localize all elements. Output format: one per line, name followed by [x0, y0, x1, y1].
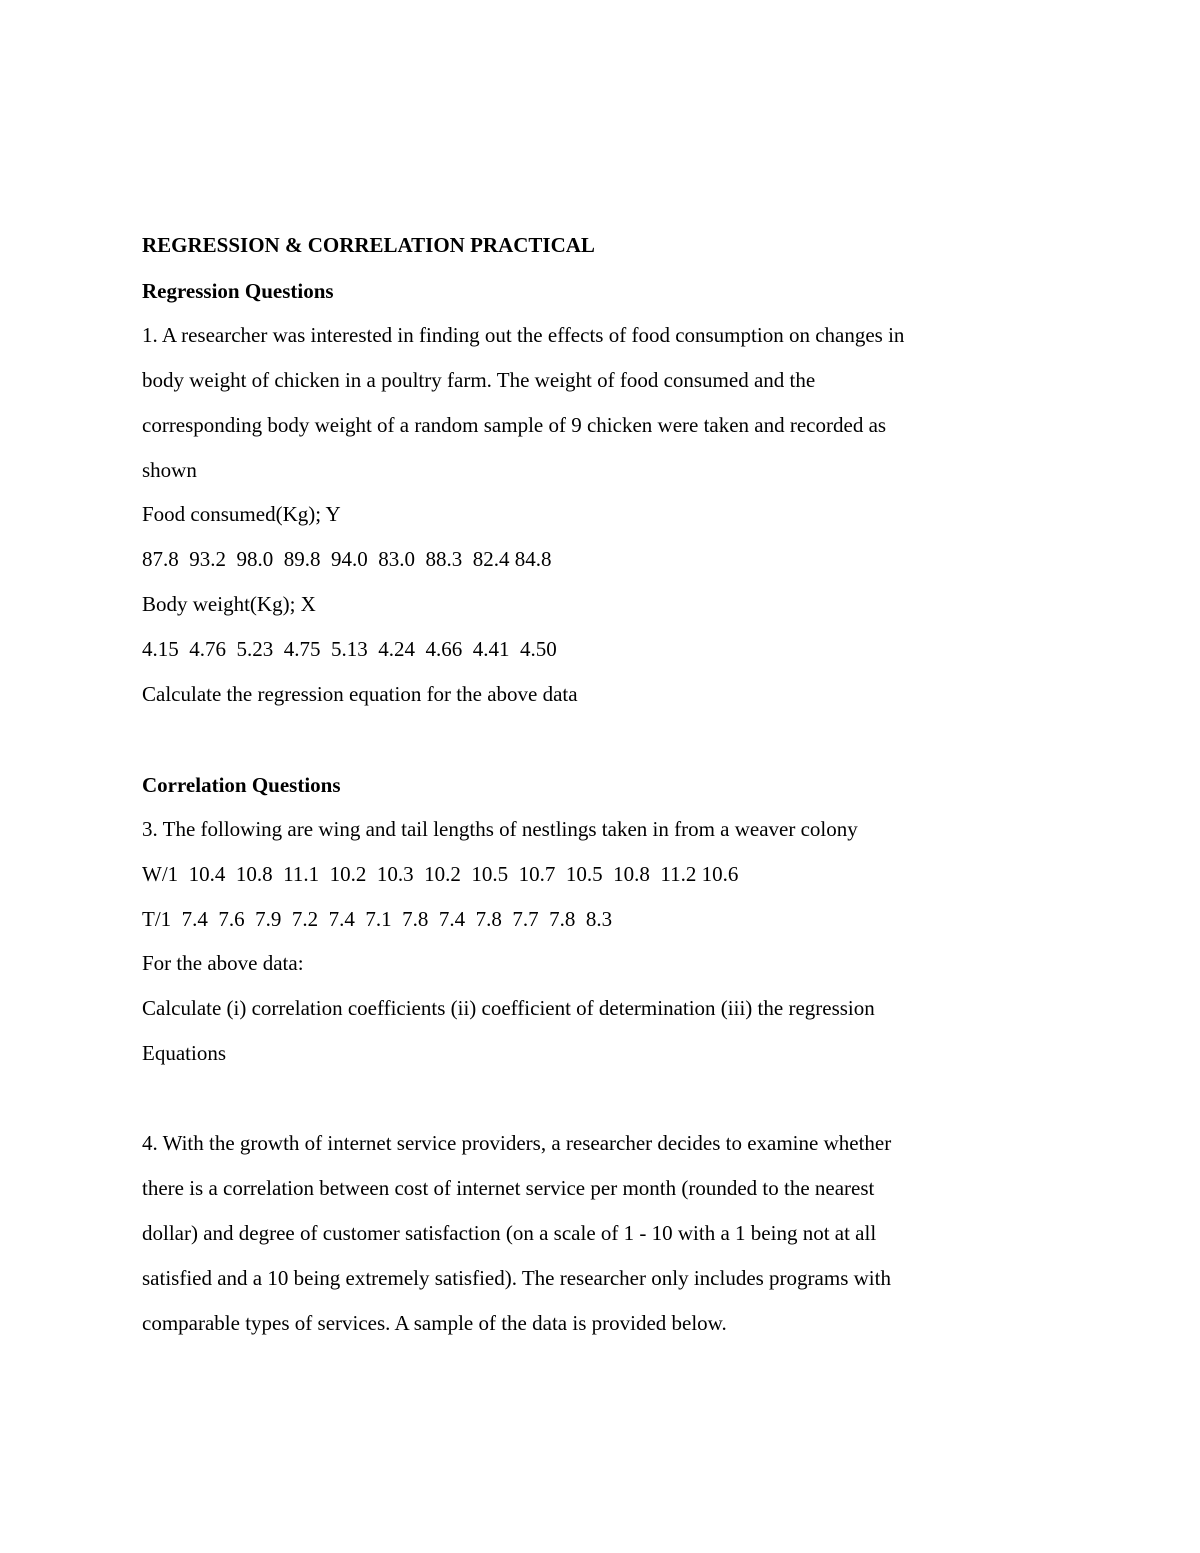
food-consumed-label: Food consumed(Kg); Y	[142, 502, 341, 526]
body-weight-label: Body weight(Kg); X	[142, 592, 316, 616]
q1-line-3: corresponding body weight of a random sample of 9 chicken were taken and recorded as	[142, 413, 887, 437]
correlation-heading: Correlation Questions	[142, 773, 341, 797]
q4-line-5: comparable types of services. A sample of the data is provided below.	[142, 1311, 727, 1335]
q3-intro: 3. The following are wing and tail lengths of nestlings taken in from a weaver colony	[142, 817, 858, 841]
tail-length-row: T/1 7.4 7.6 7.9 7.2 7.4 7.1 7.8 7.4 7.8 7.7 7.8 8.3	[142, 907, 613, 931]
q4-line-2: there is a correlation between cost of internet service per month (rounded to the nearest	[142, 1176, 875, 1200]
for-above-data: For the above data:	[142, 951, 304, 975]
q1-line-2: body weight of chicken in a poultry farm. The weight of food consumed and the	[142, 368, 816, 392]
q1-line-1: 1. A researcher was interested in finding out the effects of food consumption on changes in	[142, 323, 905, 347]
regression-instruction: Calculate the regression equation for the above data	[142, 682, 578, 706]
calc-line-2: Equations	[142, 1041, 226, 1065]
q4-line-1: 4. With the growth of internet service providers, a researcher decides to examine whether	[142, 1131, 892, 1155]
regression-heading: Regression Questions	[142, 279, 334, 303]
body-weight-values: 4.15 4.76 5.23 4.75 5.13 4.24 4.66 4.41 4.50	[142, 637, 557, 661]
food-consumed-values: 87.8 93.2 98.0 89.8 94.0 83.0 88.3 82.4 84.8	[142, 547, 552, 571]
q1-line-4: shown	[142, 458, 197, 482]
wing-length-row: W/1 10.4 10.8 11.1 10.2 10.3 10.2 10.5 10.7 10.5 10.8 11.2 10.6	[142, 862, 739, 886]
calc-line-1: Calculate (i) correlation coefficients (ii) coefficient of determination (iii) the regression	[142, 996, 875, 1020]
q4-line-3: dollar) and degree of customer satisfaction (on a scale of 1 - 10 with a 1 being not at all	[142, 1221, 877, 1245]
document-title: REGRESSION & CORRELATION PRACTICAL	[142, 233, 595, 257]
q4-line-4: satisfied and a 10 being extremely satisfied). The researcher only includes programs with	[142, 1266, 891, 1290]
